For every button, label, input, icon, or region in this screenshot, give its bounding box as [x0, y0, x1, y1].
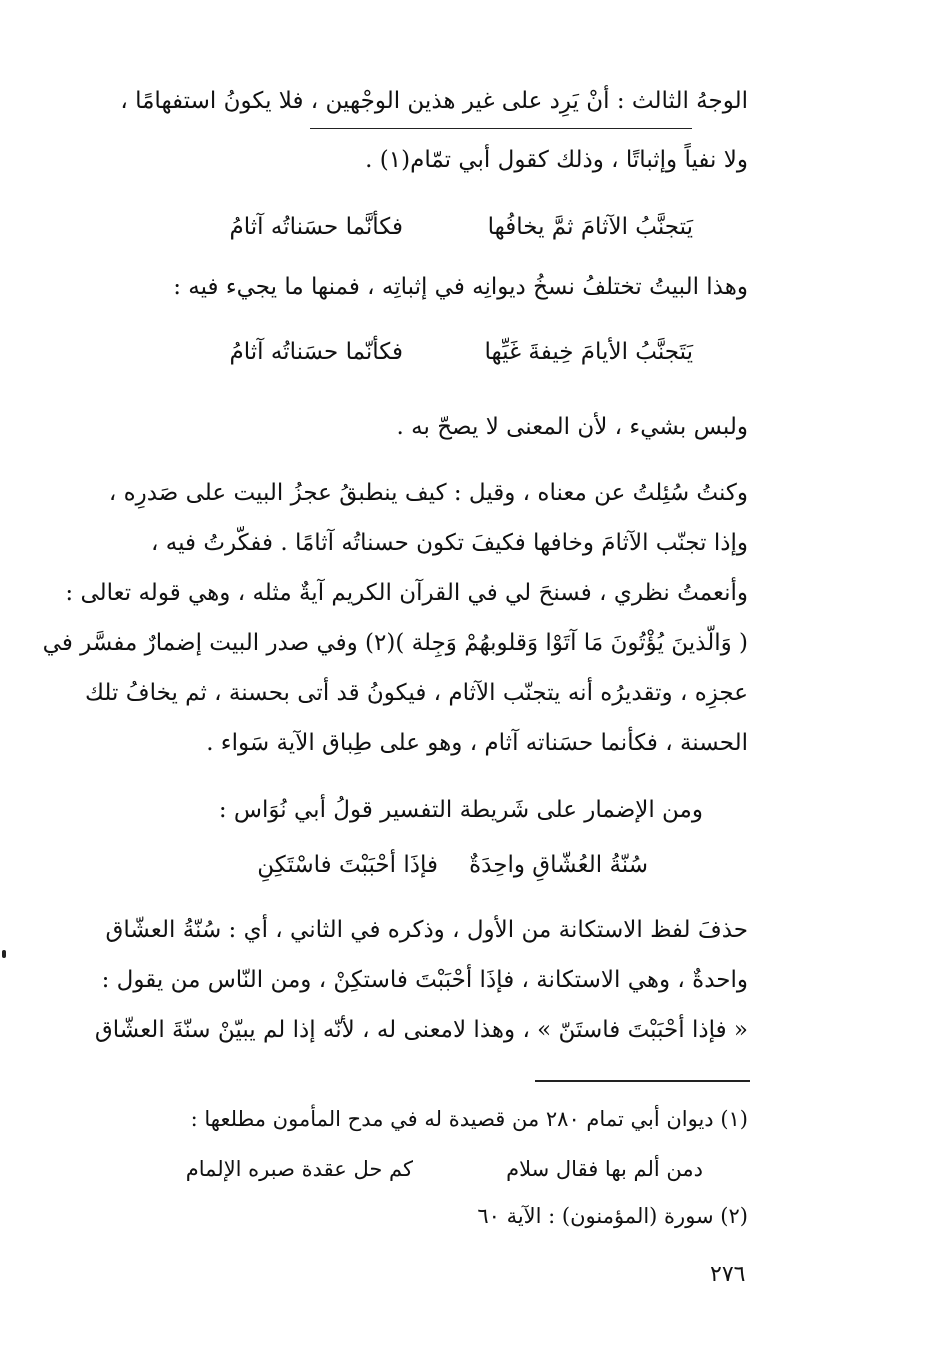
text-line-5: وكنتُ سُئِلتُ عن معناه ، وقيل : كيف ينطبقُ عجزُ البيت على صَدرِه ،: [108, 480, 748, 506]
text-line-12: حذفَ لفظ الاستكانة من الأول ، وذكره في الثاني ، أي : سُنّةُ العشّاق: [105, 917, 748, 943]
page-number: ٢٧٦: [710, 1262, 746, 1287]
verse-1-second-hemistich: فكأنَّما حسَناتُه آثامُ: [229, 214, 403, 240]
verse-2-first-hemistich: يَتَجنَّبُ الأيامَ خِيفةَ غَيِّها: [484, 339, 693, 365]
text-line-6: وإذا تجنّب الآثامَ وخافها فكيفَ تكون حسناتُه آثامًا . ففكّرتُ فيه ،: [151, 530, 748, 556]
margin-mark: [2, 950, 6, 958]
text-line-10: الحسنة ، فكأنما حسَناته آثام ، وهو على طِباق الآية سَواء .: [206, 730, 748, 756]
heading-underline: [310, 128, 692, 129]
text-line-8: ( وَالّذينَ يُؤْتُونَ مَا آتَوْا وَقلوبهُمْ وَجِلة )(٢) وفي صدر البيت إضمارٌ مفسَّر في: [42, 630, 748, 656]
text-line-14: « فإذا أحْبَبْتَ فاستَنّ » ، وهذا لامعنى له ، لأنّه إذا لم يبيّنْ سنّةَ العشّاق: [94, 1017, 748, 1043]
text-line-11: ومن الإضمار على شَريطة التفسير قولُ أبي نُوَاس :: [218, 797, 703, 823]
text-line-2: ولا نفياً وإثباتًا ، وذلك كقول أبي تمّام(١) .: [365, 147, 748, 173]
verse-2-second-hemistich: فكأنّما حسَناتُه آثامُ: [229, 339, 403, 365]
verse-1-first-hemistich: يَتجنَّبُ الآثامَ ثمَّ يخافُها: [487, 214, 693, 240]
text-line-7: وأنعمتُ نظري ، فسنحَ لي في القرآن الكريم آيةٌ مثله ، وهي قوله تعالى :: [65, 580, 748, 606]
verse-3-second-hemistich: فإذَا أحْبَبْتَ فاسْتَكِنِ: [257, 852, 438, 878]
text-line-3: وهذا البيتُ تختلفُ نسخُ ديوانِه في إثباتِه ، فمنها ما يجيء فيه :: [173, 274, 748, 300]
footnote-1: (١) ديوان أبي تمام ٢٨٠ من قصيدة له في مدح المأمون مطلعها :: [190, 1107, 748, 1131]
text-line-13: واحدةٌ ، وهي الاستكانة ، فإذَا أحْبَبْتَ فاستكِنْ ، ومن النّاس من يقول :: [101, 967, 748, 993]
text-line-1: الوجهُ الثالث : أنْ يَرِد على غير هذين الوجْهين ، فلا يكونُ استفهامًا ،: [120, 88, 748, 114]
text-line-9: عجزِه ، وتقديرُه أنه يتجنّب الآثام ، فيكونُ قد أتى بحسنة ، ثم يخافُ تلك: [85, 680, 748, 706]
footnote-verse-second: كم حل عقدة صبره الإلمام: [185, 1157, 413, 1181]
footnote-separator: [535, 1080, 750, 1082]
footnote-verse-first: دمن ألم بها فقال سلام: [506, 1157, 703, 1181]
text-line-4: ولبس بشيء ، لأن المعنى لا يصحّ به .: [396, 414, 748, 440]
verse-3-first-hemistich: سُنّةُ العُشّاقِ واحِدَةٌ: [469, 852, 648, 878]
footnote-2: (٢) سورة (المؤمنون) : الآية ٦٠: [477, 1204, 748, 1228]
